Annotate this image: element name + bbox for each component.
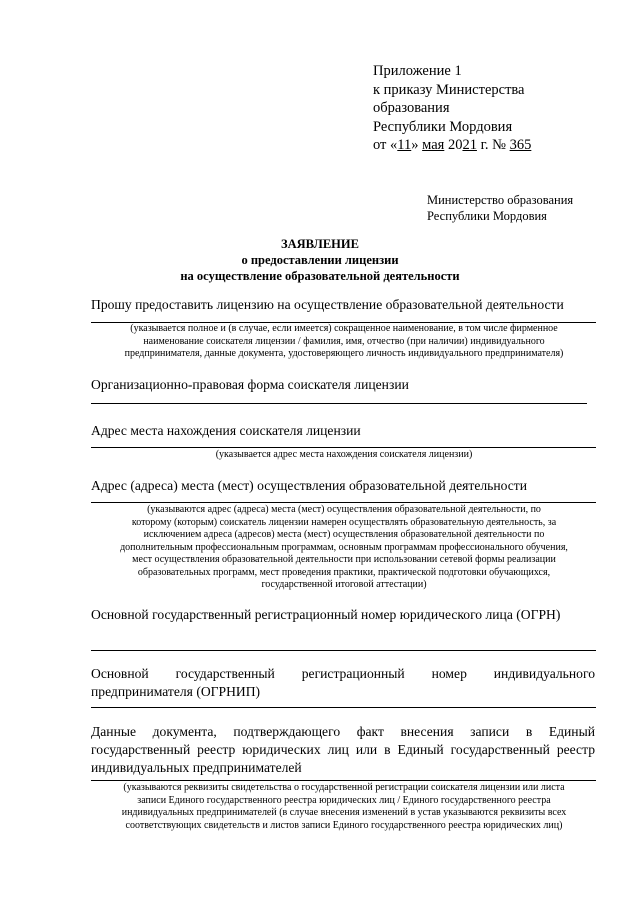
appendix-line: к приказу Министерства	[373, 81, 525, 98]
request-hint: (указывается полное и (в случае, если имеется) сокращенное наименование, в том числе фирменное наименование соискателя лицензии / фамилия, имя, отчество (при наличии) индивидуального предпринимателя, данные документа, удостоверяющего личность индивидуального предпринимателя)	[124, 323, 564, 359]
activity-address-label: Адрес (адреса) места (мест) осуществления образовательной деятельности	[91, 478, 528, 493]
request-label: Прошу предоставить лицензию на осуществление образовательной деятельности	[91, 297, 564, 312]
order-month: мая	[422, 137, 445, 153]
order-number: 365	[509, 137, 532, 153]
legal-form-label: Организационно-правовая форма соискателя лицензии	[91, 377, 409, 392]
recipient-line: Республики Мордовия	[427, 209, 547, 223]
appendix-line: Приложение 1	[373, 63, 462, 79]
order-year: 21	[462, 137, 477, 153]
registry-hint: (указываются реквизиты свидетельства о государственной регистрации соискателя лицензии или листа записи Единого государственного реестра юридических лиц / Единого государственного реестра индивидуальных предпринимателей (в случае внесения изменений в устав указываются реквизиты всех соответствующих свидетельств и листов записи Единого государственного реестра юридических лиц)	[121, 782, 567, 831]
order-date-line: от «11» мая 2021 г. № 365	[373, 137, 532, 153]
document-subtitle: о предоставлении лицензии	[241, 253, 399, 267]
order-day: 11	[397, 137, 412, 153]
ogrn-label: Основной государственный регистрационный номер юридического лица (ОГРН)	[91, 607, 561, 622]
ogrnip-fill-line[interactable]	[91, 707, 596, 708]
address-fill-line[interactable]	[91, 447, 596, 448]
ogrnip-label: Основной государственный регистрационный номер индивидуального предпринимателя (ОГРНИП)	[91, 666, 595, 699]
document-subtitle: на осуществление образовательной деятельности	[180, 269, 460, 283]
document-title: ЗАЯВЛЕНИЕ	[281, 237, 359, 251]
address-hint: (указывается адрес места нахождения соискателя лицензии)	[215, 449, 473, 460]
recipient-line: Министерство образования	[427, 193, 574, 207]
registry-label: Данные документа, подтверждающего факт внесения записи в Единый государственный реестр юридических лиц или в Единый государственный реестр индивидуальных предпринимателей	[91, 724, 595, 775]
appendix-line: образования	[373, 100, 450, 116]
recipient-block	[427, 192, 573, 224]
activity-address-hint: (указываются адрес (адреса) места (мест) осуществления образовательной деятельности, по которому (которым) соискатель лицензии намерен осуществлять образовательную деятельность, за исключением адреса (адресов) места (мест) осуществления образовательной деятельности по дополнительным профессиональным программам, основным программам профессионального обучения, мест осуществления образовательной деятельности при использовании сетевой формы реализации образовательных программ, мест проведения практики, практической подготовки обучающихся, государственной итоговой аттестации)	[120, 504, 568, 590]
registry-fill-line[interactable]	[91, 780, 596, 781]
appendix-header	[373, 62, 531, 155]
appendix-line: Республики Мордовия	[373, 118, 513, 135]
address-label: Адрес места нахождения соискателя лицензии	[91, 423, 361, 438]
ogrn-fill-line[interactable]	[91, 650, 596, 651]
activity-address-fill-line[interactable]	[91, 502, 596, 503]
legal-form-fill-line[interactable]	[91, 403, 587, 404]
